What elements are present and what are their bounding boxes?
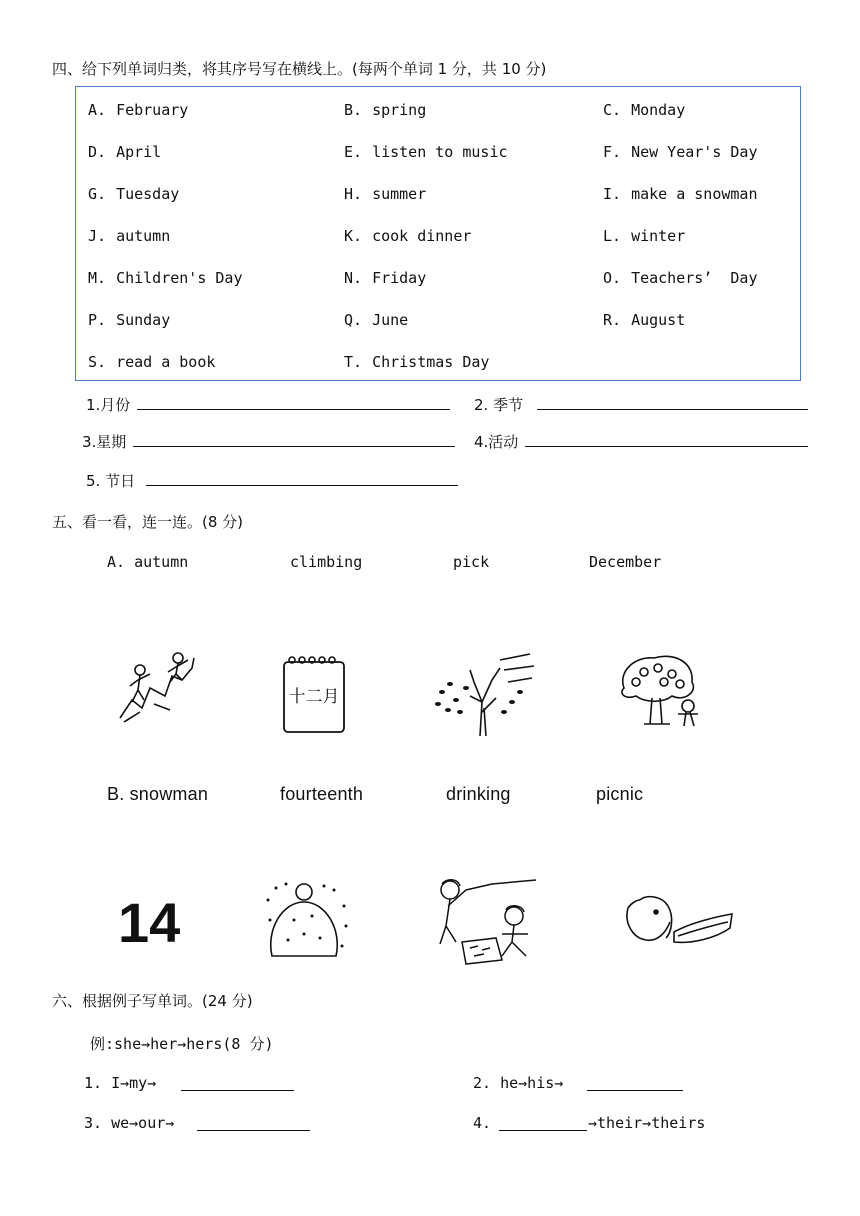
calendar-picture-icon [278, 652, 350, 734]
option-j [88, 227, 170, 245]
option-a [88, 101, 188, 119]
option-q [344, 311, 408, 329]
option-letter: R. [603, 311, 622, 329]
option-i [603, 185, 758, 203]
option-c [603, 101, 685, 119]
word-fourteenth: fourteenth [280, 784, 364, 804]
word-december: December [589, 553, 662, 571]
item-4-number: 4. [473, 1114, 492, 1132]
option-letter: C. [603, 101, 622, 119]
word-a-autumn: A. autumn [107, 553, 189, 571]
option-word: cook dinner [372, 227, 472, 245]
option-word: summer [372, 185, 427, 203]
answer-line-activities[interactable] [525, 446, 808, 447]
climbing-picture-icon [110, 648, 200, 726]
option-e [344, 143, 508, 161]
category-weekdays-label: 3.星期 [82, 433, 127, 451]
option-n [344, 269, 426, 287]
option-word: read a book [116, 353, 216, 371]
option-m [88, 269, 243, 287]
item-3-answer-line[interactable] [197, 1130, 310, 1131]
option-letter: D. [88, 143, 107, 161]
item-2-answer-line[interactable] [587, 1090, 683, 1091]
category-seasons-label: 2. 季节 [474, 396, 524, 414]
option-letter: M. [88, 269, 107, 287]
option-letter: E. [344, 143, 363, 161]
category-festivals-label: 5. 节日 [86, 472, 136, 490]
option-letter: G. [88, 185, 107, 203]
number-fourteen-picture: 14 [118, 891, 181, 954]
option-word: Christmas Day [372, 353, 490, 371]
option-word: winter [631, 227, 686, 245]
option-k [344, 227, 471, 245]
option-letter: S. [88, 353, 107, 371]
option-letter: A. [88, 101, 107, 119]
option-word: Children's Day [116, 269, 243, 287]
section-5-title: 五、看一看，连一连。(8 分) [52, 513, 244, 531]
option-word: autumn [116, 227, 171, 245]
item-2-prompt: 2. he→his→ [473, 1074, 564, 1092]
option-d [88, 143, 161, 161]
option-letter: I. [603, 185, 622, 203]
option-o [603, 269, 758, 287]
option-letter: T. [344, 353, 363, 371]
option-word: August [631, 311, 686, 329]
option-word: February [116, 101, 189, 119]
answer-line-months[interactable] [137, 409, 450, 410]
option-word: make a snowman [631, 185, 758, 203]
answer-line-weekdays[interactable] [133, 446, 455, 447]
option-g [88, 185, 179, 203]
option-letter: B. [344, 101, 363, 119]
option-word: Teachers’ Day [631, 269, 758, 287]
word-b-snowman: B. snowman [107, 784, 209, 804]
option-letter: P. [88, 311, 107, 329]
category-months-label: 1.月份 [86, 396, 131, 414]
option-b [344, 101, 426, 119]
option-p [88, 311, 170, 329]
autumn-tree-picture-icon [430, 652, 536, 738]
option-word: Friday [372, 269, 427, 287]
item-1-answer-line[interactable] [181, 1090, 294, 1091]
picking-fruit-tree-picture-icon [614, 652, 706, 728]
option-l [603, 227, 685, 245]
word-picnic: picnic [596, 784, 644, 804]
word-drinking: drinking [446, 784, 511, 804]
dog-drinking-picture-icon [622, 892, 734, 952]
section-4-title: 四、给下列单词归类，将其序号写在横线上。(每两个单词 1 分，共 10 分) [52, 60, 547, 78]
calendar-text: 十二月 [288, 687, 340, 707]
word-climbing: climbing [290, 553, 363, 571]
option-word: April [116, 143, 162, 161]
item-4-answer-line[interactable] [499, 1130, 587, 1131]
option-f [603, 143, 758, 161]
option-word: New Year's Day [631, 143, 758, 161]
option-word: spring [372, 101, 427, 119]
option-s [88, 353, 215, 371]
option-letter: H. [344, 185, 363, 203]
option-letter: N. [344, 269, 363, 287]
item-1-prompt: 1. I→my→ [84, 1074, 157, 1092]
option-word: Monday [631, 101, 686, 119]
example-line: 例:she→her→hers(8 分) [90, 1035, 274, 1053]
option-letter: F. [603, 143, 622, 161]
item-4-prompt: →their→theirs [588, 1114, 706, 1132]
option-letter: K. [344, 227, 363, 245]
section-6-title: 六、根据例子写单词。(24 分) [52, 992, 253, 1010]
category-activities-label: 4.活动 [474, 433, 519, 451]
option-t [344, 353, 489, 371]
option-word: listen to music [372, 143, 508, 161]
item-3-prompt: 3. we→our→ [84, 1114, 175, 1132]
word-pick: pick [453, 553, 490, 571]
answer-line-seasons[interactable] [537, 409, 808, 410]
option-letter: Q. [344, 311, 363, 329]
option-letter: L. [603, 227, 622, 245]
option-word: June [372, 311, 409, 329]
answer-line-festivals[interactable] [146, 485, 458, 486]
option-letter: O. [603, 269, 622, 287]
option-h [344, 185, 426, 203]
option-word: Tuesday [116, 185, 180, 203]
option-word: Sunday [116, 311, 171, 329]
snowman-picture-icon [264, 880, 350, 962]
option-r [603, 311, 685, 329]
picnic-picture-icon [432, 876, 538, 966]
option-letter: J. [88, 227, 107, 245]
